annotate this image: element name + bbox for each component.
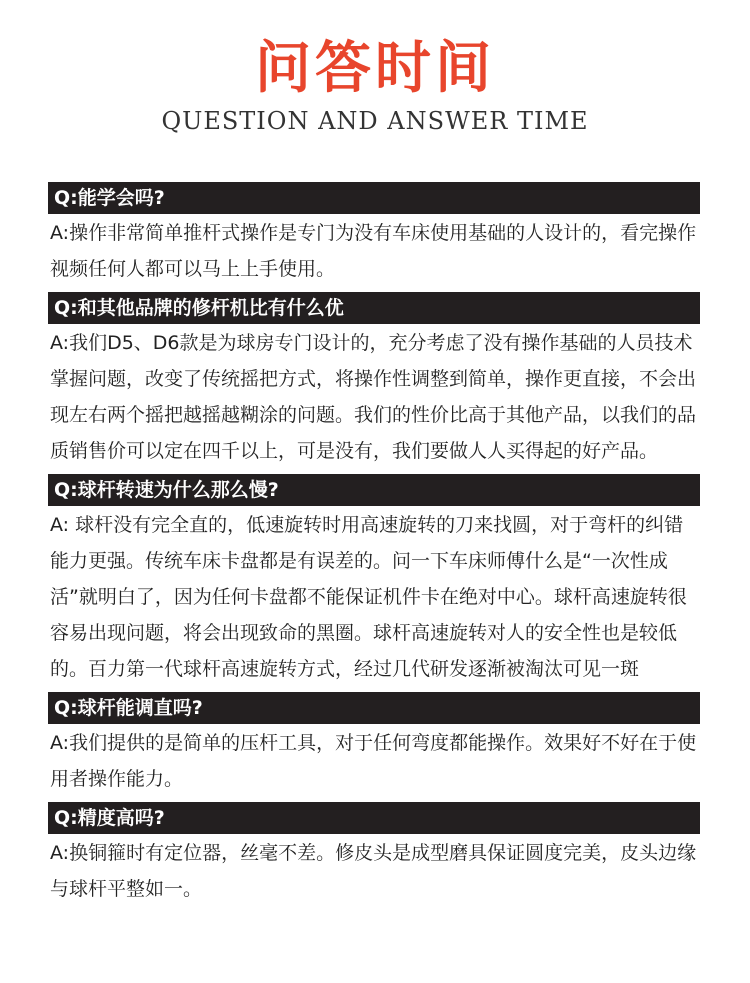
faq-question-2: Q:和其他品牌的修杆机比有什么优	[48, 292, 700, 324]
faq-list	[48, 182, 700, 912]
faq-answer-4: A:我们提供的是简单的压杆工具，对于任何弯度都能操作。效果好不好在于使用者操作能力。	[50, 732, 697, 790]
faq-question-4: Q:球杆能调直吗?	[48, 692, 700, 724]
page-title: 问答时间	[255, 36, 495, 101]
faq-question-3: Q:球杆转速为什么那么慢?	[48, 474, 700, 506]
page-subtitle: QUESTION AND ANSWER TIME	[161, 107, 589, 135]
faq-answer-5: A:换铜箍时有定位器，丝毫不差。修皮头是成型磨具保证圆度完美，皮头边缘与球杆平整如一。	[50, 842, 697, 900]
faq-answer-1: A:操作非常简单推杆式操作是专门为没有车床使用基础的人设计的，看完操作视频任何人都可以马上上手使用。	[50, 222, 697, 280]
faq-answer-3: A: 球杆没有完全直的，低速旋转时用高速旋转的刀来找圆，对于弯杆的纠错能力更强。传统车床卡盘都是有误差的。问一下车床师傅什么是“一次性成活”就明白了，因为任何卡盘都不能保证机件卡在绝对中心。球杆高速旋转很容易出现问题，将会出现致命的黑圈。球杆高速旋转对人的安全性也是较低的。百力第一代球杆高速旋转方式，经过几代研发逐渐被淘汰可见一斑	[50, 514, 687, 680]
faq-answer-2: A:我们D5、D6款是为球房专门设计的，充分考虑了没有操作基础的人员技术掌握问题，改变了传统摇把方式，将操作性调整到简单，操作更直接，不会出现左右两个摇把越摇越糊涂的问题。我们的性价比高于其他产品，以我们的品质销售价可以定在四千以上，可是没有，我们要做人人买得起的好产品。	[50, 332, 697, 462]
faq-question-5: Q:精度高吗?	[48, 802, 700, 834]
faq-question-1: Q:能学会吗?	[48, 182, 700, 214]
